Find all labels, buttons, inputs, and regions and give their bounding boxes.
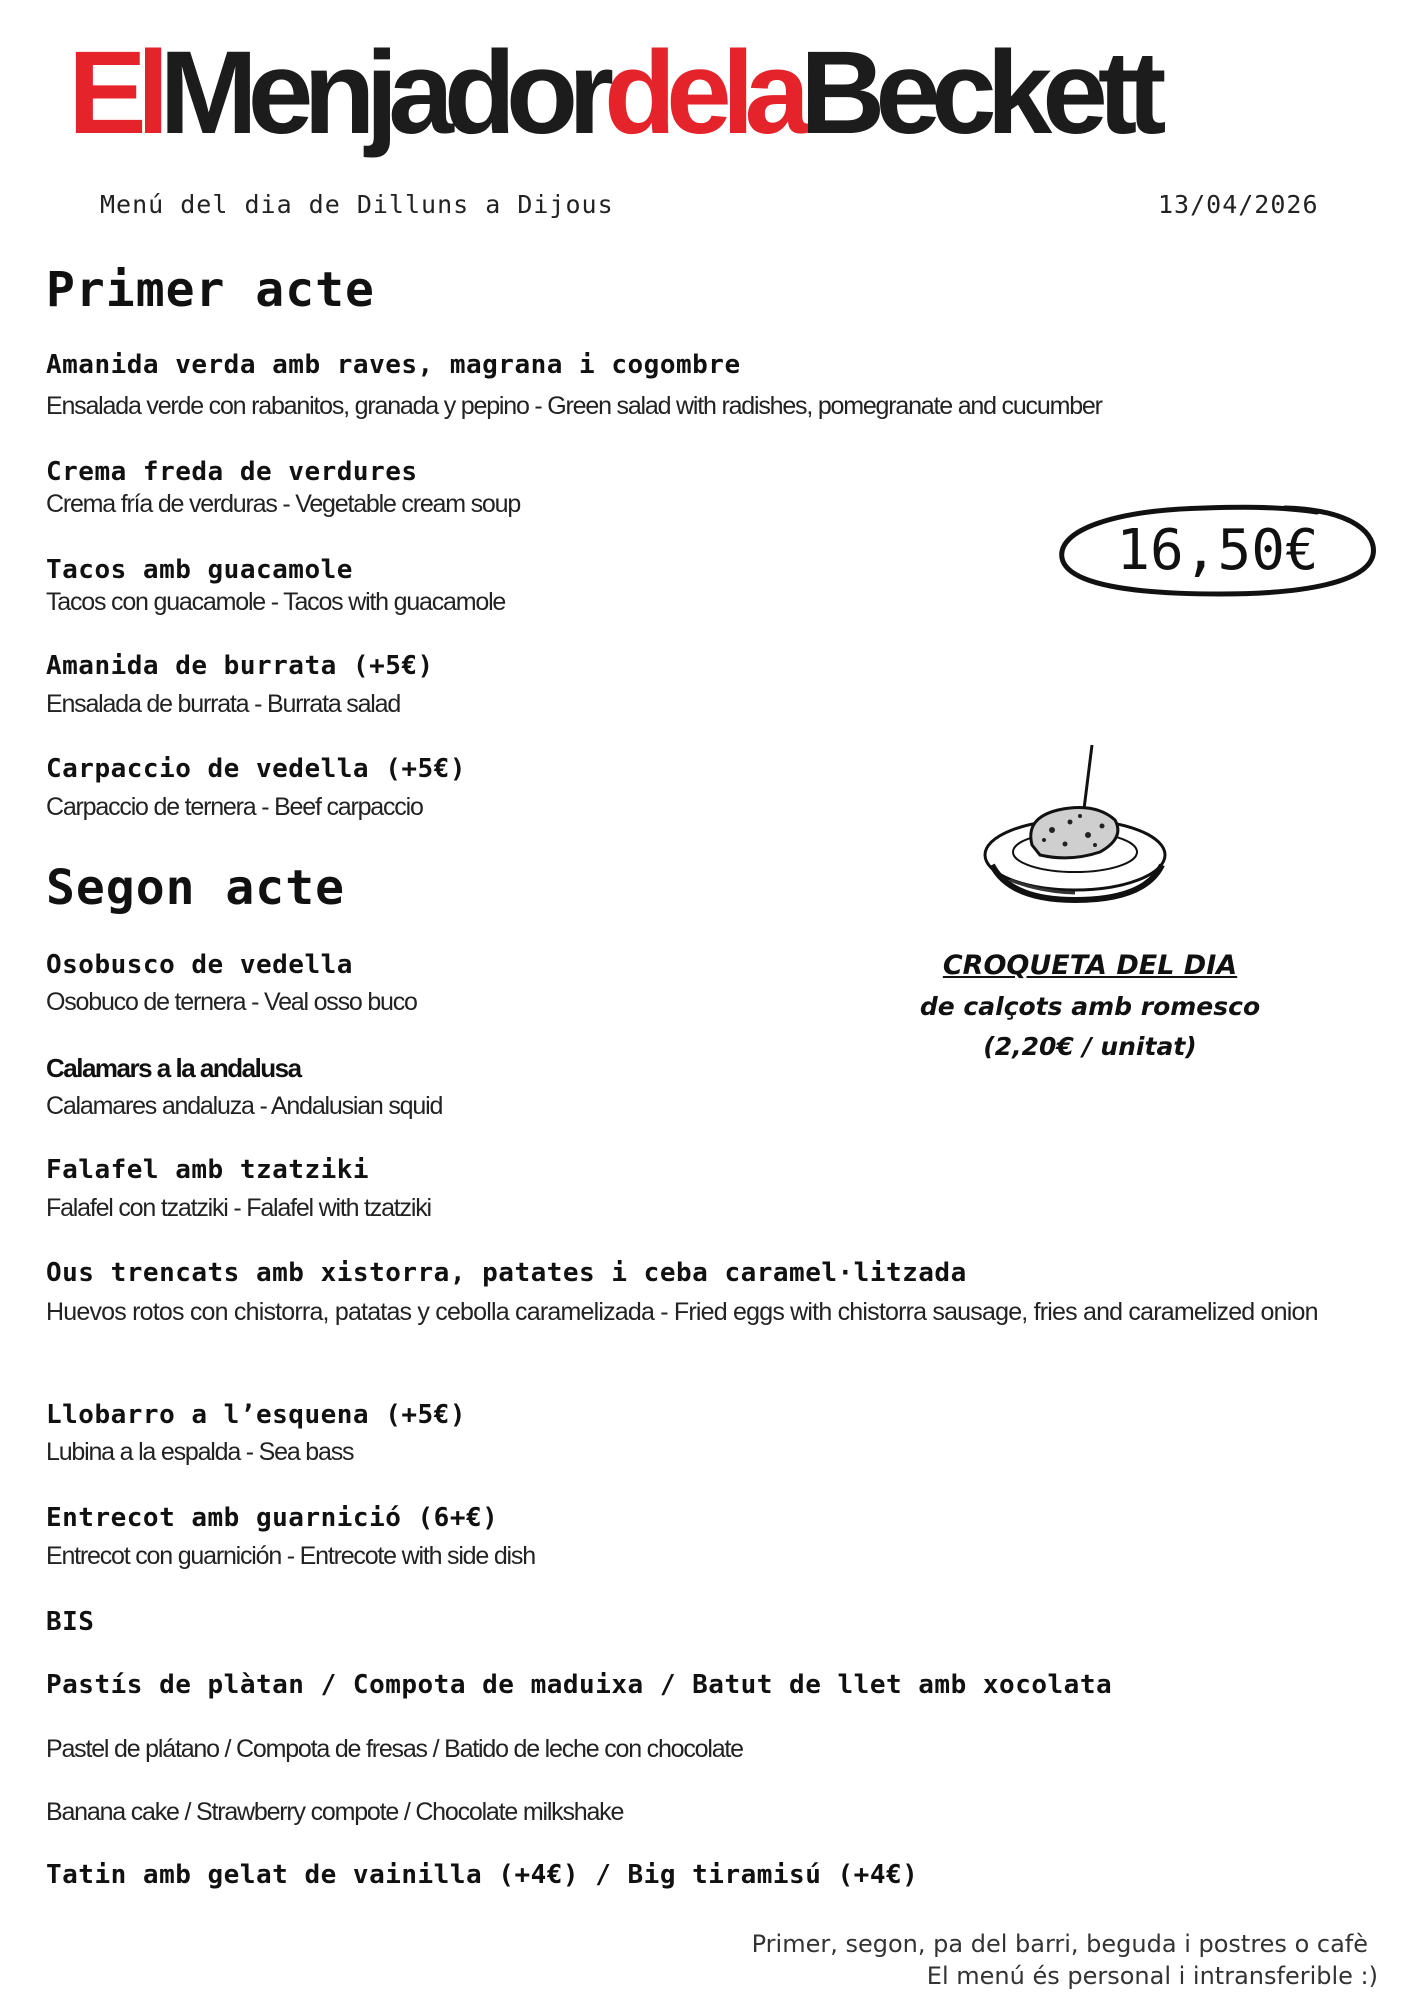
dish-name: Calamars a la andalusa (46, 1053, 301, 1083)
dish-name: Amanida verda amb raves, magrana i cogombre (46, 350, 741, 380)
dish-description: Entrecot con guarnición - Entrecote with side dish (46, 1542, 535, 1570)
menu-date: 13/04/2026 (1158, 190, 1319, 219)
dish-name: Tacos amb guacamole (46, 555, 353, 585)
croqueta-title: CROQUETA DEL DIA (942, 950, 1238, 981)
restaurant-logo (68, 28, 1318, 158)
dish-description: Lubina a la espalda - Sea bass (46, 1438, 354, 1466)
dish-description: Carpaccio de ternera - Beef carpaccio (46, 793, 423, 821)
dish-description: Falafel con tzatziki - Falafel with tzatziki (46, 1194, 431, 1222)
dish-description: Crema fría de verduras - Vegetable cream soup (46, 490, 521, 518)
menu-days-label: Menú del dia de Dilluns a Dijous (100, 190, 614, 219)
desserts-extras: Tatin amb gelat de vainilla (+4€) / Big tiramisú (+4€) (46, 1860, 919, 1890)
desserts-english: Banana cake / Strawberry compote / Chocolate milkshake (46, 1798, 624, 1826)
croquette-plate-icon (980, 740, 1180, 920)
footer-personal: El menú és personal i intransferible :) (926, 1962, 1378, 1990)
dish-name: Osobusco de vedella (46, 950, 353, 980)
dish-description: Ensalada verde con rabanitos, granada y pepino - Green salad with radishes, pomegranate and cucumber (46, 392, 1102, 420)
croqueta-price: (2,20€ / unitat) (983, 1032, 1197, 1061)
dish-name: Amanida de burrata (+5€) (46, 651, 434, 681)
logo-part-beckett: Beckett (800, 27, 1157, 159)
logo-part-el: El (68, 27, 160, 159)
menu-price: 16,50€ (1116, 517, 1319, 583)
croqueta-flavor: de calçots amb romesco (919, 992, 1261, 1021)
dish-name: Falafel amb tzatziki (46, 1155, 370, 1185)
dish-description: Ensalada de burrata - Burrata salad (46, 690, 401, 718)
dish-name: Entrecot amb guarnició (6+€) (46, 1503, 499, 1533)
logo-part-menjador: Menjador (159, 27, 604, 159)
logo-part-dela: dela (604, 27, 801, 159)
dish-description: Tacos con guacamole - Tacos with guacamole (46, 588, 506, 616)
desserts-catalan: Pastís de plàtan / Compota de maduixa / Batut de llet amb xocolata (46, 1670, 1113, 1700)
dish-description: Osobuco de ternera - Veal osso buco (46, 988, 417, 1016)
section-title-second: Segon acte (46, 860, 345, 916)
menu-price-badge (1055, 500, 1380, 600)
dish-name: Llobarro a l’esquena (+5€) (46, 1400, 466, 1430)
dish-description: Calamares andaluza - Andalusian squid (46, 1092, 443, 1120)
section-title-first: Primer acte (46, 262, 375, 318)
desserts-spanish: Pastel de plátano / Compota de fresas / Batido de leche con chocolate (46, 1735, 743, 1763)
dish-description: Huevos rotos con chistorra, patatas y cebolla caramelizada - Fried eggs with chistorra sausage, fries and caramelized onion (46, 1298, 1318, 1326)
dish-name: Ous trencats amb xistorra, patates i ceba caramel·litzada (46, 1258, 967, 1288)
desserts-title: BIS (46, 1607, 95, 1637)
dish-name: Carpaccio de vedella (+5€) (46, 754, 466, 784)
footer-included: Primer, segon, pa del barri, beguda i postres o cafè (751, 1930, 1368, 1958)
dish-name: Crema freda de verdures (46, 457, 418, 487)
